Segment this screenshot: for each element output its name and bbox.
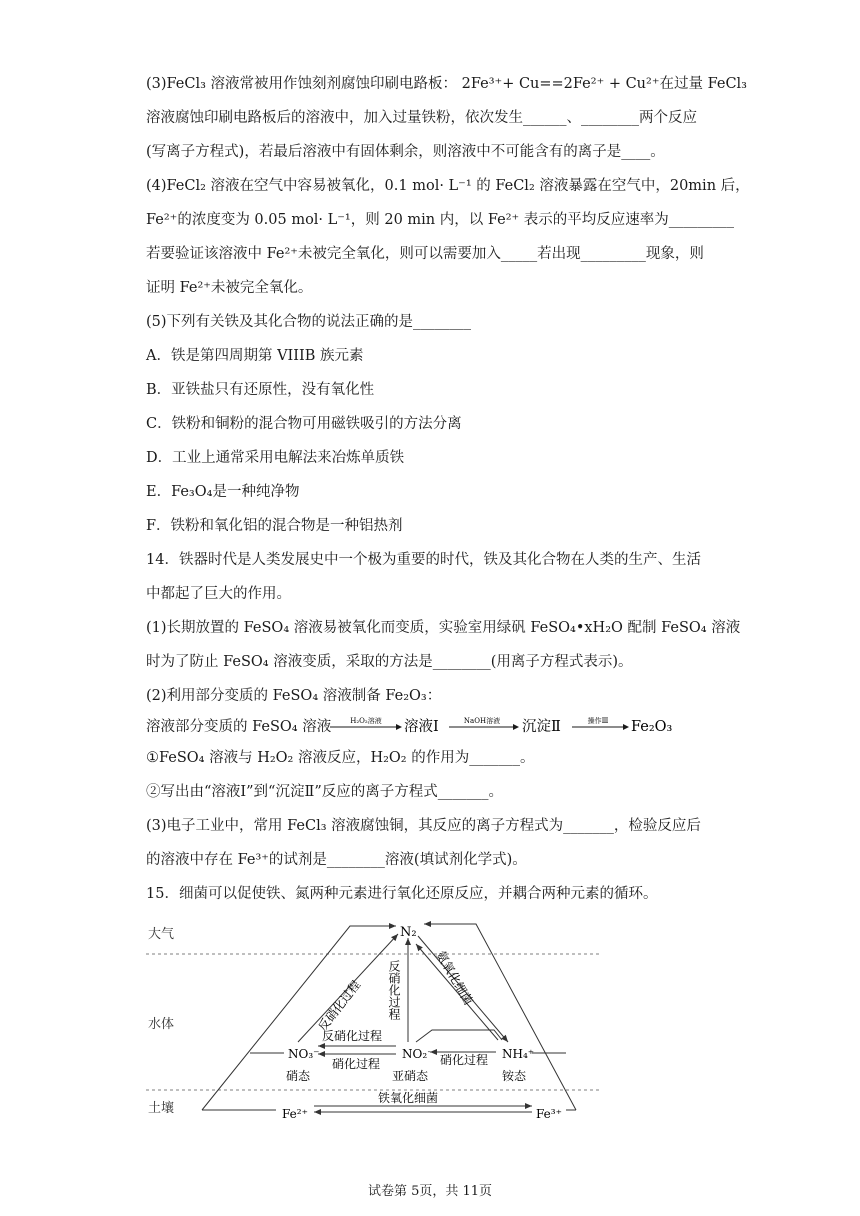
flow-arrow2-label: NaOH溶液 bbox=[463, 717, 501, 725]
text-line: (1)长期放置的 FeSO₄ 溶液易被氧化而变质，实验室用绿矾 FeSO₄•xH₂O 配制 FeSO₄ 溶液 bbox=[146, 620, 741, 636]
text-line: 的溶液中存在 Fe³⁺的试剂是________溶液(填试剂化学式)。 bbox=[146, 852, 527, 868]
flow-step1: 溶液Ⅰ bbox=[404, 719, 439, 735]
denit-horizontal-label: 反硝化过程 bbox=[322, 1029, 383, 1043]
option-a: A．铁是第四周期第 VIIIB 族元素 bbox=[146, 348, 364, 364]
flow-start: 溶液部分变质的 FeSO₄ 溶液 bbox=[146, 719, 332, 735]
no3-species: NO₃⁻ bbox=[288, 1047, 320, 1061]
text-line: ①FeSO₄ 溶液与 H₂O₂ 溶液反应，H₂O₂ 的作用为_______。 bbox=[146, 750, 535, 766]
zone-air-label: 大气 bbox=[148, 927, 175, 942]
flow-arrow3-label: 操作Ⅲ bbox=[587, 717, 609, 725]
zone-soil-label: 土壤 bbox=[148, 1101, 175, 1116]
option-d: D．工业上通常采用电解法来冶炼单质铁 bbox=[146, 450, 405, 466]
no2-state-label: 亚硝态 bbox=[392, 1069, 429, 1083]
flow-arrow1-label: H₂O₂溶液 bbox=[350, 717, 382, 725]
denit-slant-label: 反硝化过程 bbox=[315, 977, 364, 1034]
option-b: B．亚铁盐只有还原性，没有氧化性 bbox=[146, 382, 375, 398]
text-line: (3)FeCl₃ 溶液常被用作蚀刻剂腐蚀印刷电路板： 2Fe³⁺+ Cu==2Fe²⁺ + Cu²⁺在过量 FeCl₃ bbox=[146, 76, 747, 92]
text-line: (写离子方程式)，若最后溶液中有固体剩余，则溶液中不可能含有的离子是____。 bbox=[146, 144, 665, 160]
text-line: 若要验证该溶液中 Fe²⁺未被完全氧化，则可以需要加入_____若出现_________现象，则 bbox=[146, 246, 704, 262]
zone-water-label: 水体 bbox=[148, 1017, 175, 1032]
option-f: F．铁粉和氧化铝的混合物是一种铝热剂 bbox=[146, 518, 403, 534]
fe3-species: Fe³⁺ bbox=[536, 1107, 562, 1121]
flow-scheme bbox=[146, 712, 706, 740]
text-line: Fe²⁺的浓度变为 0.05 mol· L⁻¹，则 20 min 内，以 Fe²⁺ 表示的平均反应速率为_________ bbox=[146, 212, 735, 228]
page-footer: 试卷第 5页，共 11页 bbox=[367, 1184, 493, 1199]
cycle-diagram bbox=[146, 912, 606, 1132]
no2-species: NO₂⁻ bbox=[402, 1047, 434, 1061]
option-c: C．铁粉和铜粉的混合物可用磁铁吸引的方法分离 bbox=[146, 416, 462, 432]
text-line: (3)电子工业中，常用 FeCl₃ 溶液腐蚀铜，其反应的离子方程式为_______，检验反应后 bbox=[146, 818, 701, 834]
text-line: 中都起了巨大的作用。 bbox=[146, 586, 291, 602]
anammox-label: 氨氧化细菌 bbox=[433, 948, 476, 1008]
nit-right-label: 硝化过程 bbox=[440, 1053, 489, 1067]
option-e: E．Fe₃O₄是一种纯净物 bbox=[146, 484, 300, 500]
flow-end: Fe₂O₃ bbox=[631, 719, 673, 735]
nh4-species: NH₄⁺ bbox=[502, 1047, 535, 1061]
text-line: (2)利用部分变质的 FeSO₄ 溶液制备 Fe₂O₃： bbox=[146, 688, 442, 704]
n2-species: N₂ bbox=[400, 925, 417, 940]
text-line: 证明 Fe²⁺未被完全氧化。 bbox=[146, 280, 313, 296]
text-line: (5)下列有关铁及其化合物的说法正确的是________ bbox=[146, 314, 472, 330]
text-line: 时为了防止 FeSO₄ 溶液变质，采取的方法是________(用离子方程式表示)。 bbox=[146, 654, 633, 670]
nh4-state-label: 铵态 bbox=[502, 1069, 527, 1083]
text-line: (4)FeCl₂ 溶液在空气中容易被氧化，0.1 mol· L⁻¹ 的 FeCl₂ 溶液暴露在空气中，20min 后， bbox=[146, 178, 750, 194]
fe-bacteria-label: 铁氧化细菌 bbox=[378, 1091, 439, 1105]
nit-left-label: 硝化过程 bbox=[332, 1057, 381, 1071]
text-line: ②写出由“溶液Ⅰ”到“沉淀Ⅱ”反应的离子方程式_______。 bbox=[146, 784, 503, 800]
text-line: 溶液腐蚀印刷电路板后的溶液中，加入过量铁粉，依次发生______、________两个反应 bbox=[146, 110, 697, 126]
question-15: 15．细菌可以促使铁、氮两种元素进行氧化还原反应，并耦合两种元素的循环。 bbox=[146, 886, 658, 902]
denit-vertical-label: 反硝化过程 bbox=[387, 960, 401, 1020]
flow-step2: 沉淀Ⅱ bbox=[522, 719, 561, 735]
no3-state-label: 硝态 bbox=[286, 1069, 311, 1083]
question-14: 14．铁器时代是人类发展史中一个极为重要的时代，铁及其化合物在人类的生产、生活 bbox=[146, 552, 701, 568]
fe2-species: Fe²⁺ bbox=[282, 1107, 308, 1121]
